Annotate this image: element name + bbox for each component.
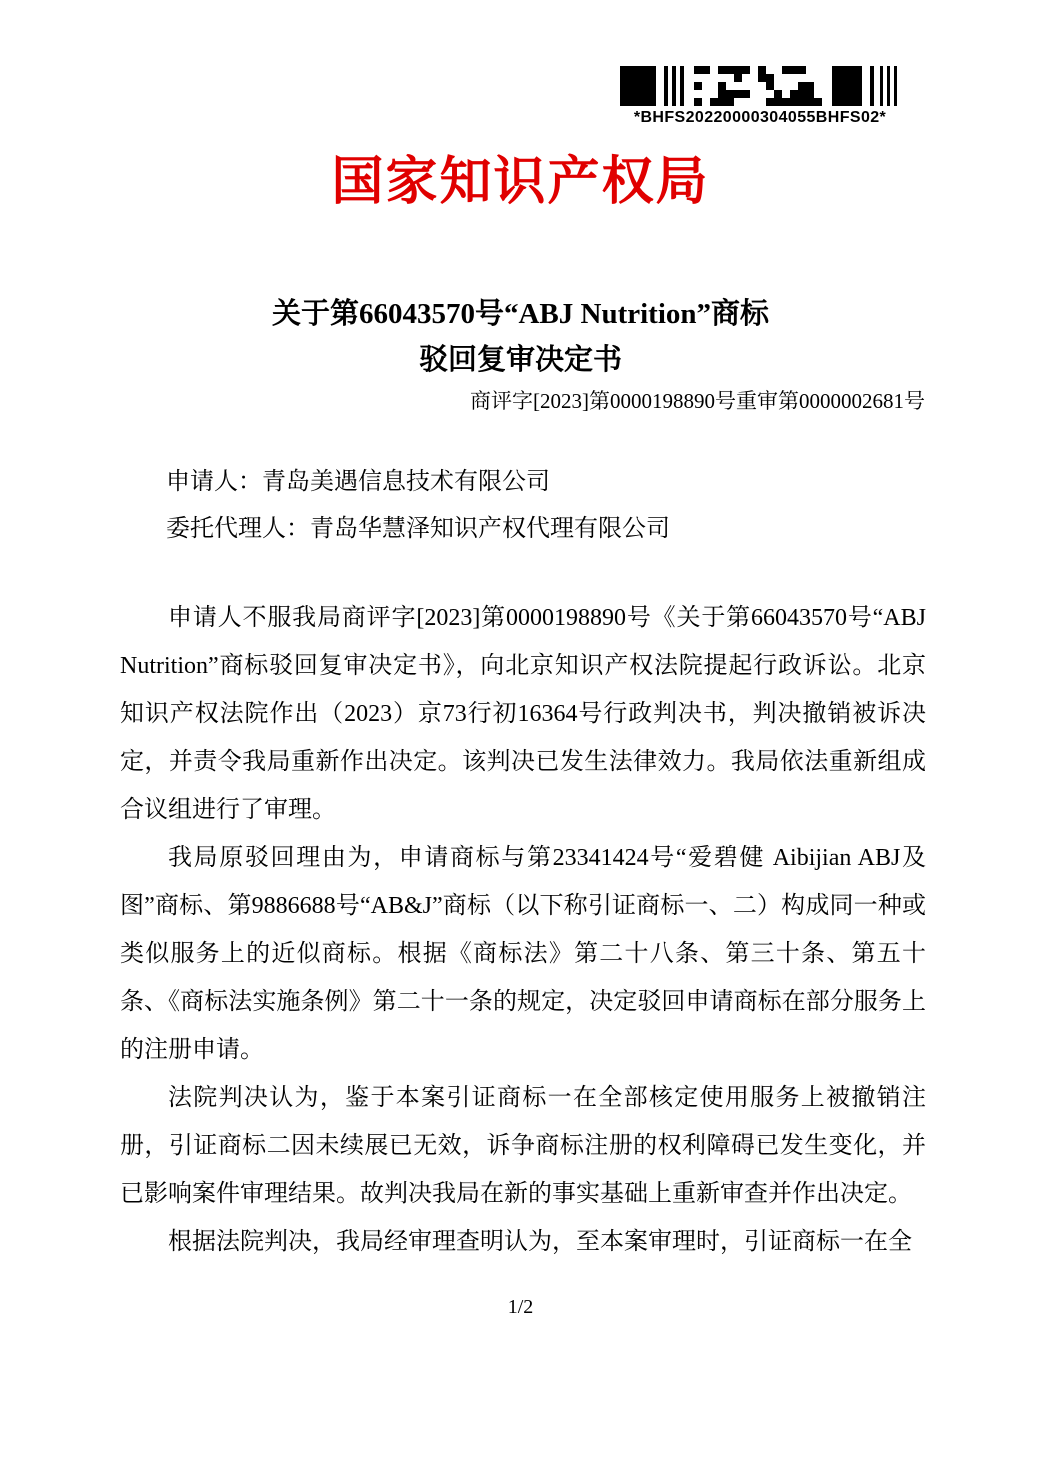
barcode-graphic [620, 66, 898, 106]
barcode-text: *BHFS20220000304055BHFS02* [633, 109, 887, 126]
body-paragraph: 根据法院判决，我局经审理查明认为，至本案审理时，引证商标一在全 [168, 1229, 912, 1255]
parties-block [120, 459, 926, 553]
barcode-block [620, 66, 900, 127]
document-title-line1: 关于第66043570号“ABJ Nutrition”商标 [271, 298, 770, 330]
applicant-line: 申请人：青岛美遇信息技术有限公司 [166, 469, 550, 495]
body-paragraph: 我局原驳回理由为，申请商标与第23341424号“爱碧健 Aibijian ABJ及图”商标、第9886688号“AB&J”商标（以下称引证商标一、二）构成同一种或类似服务上的近似商标。根据《商标法》第二十八条、第三十条、第五十条、《商标法实施条例》第二十一条的规定，决定驳回申请商标在部分服务上的注册申请。 [120, 845, 926, 1063]
agent-line: 委托代理人：青岛华慧泽知识产权代理有限公司 [166, 516, 670, 542]
agency-title: 国家知识产权局 [331, 153, 710, 211]
case-number: 商评字[2023]第0000198890号重审第0000002681号 [470, 389, 925, 413]
body-paragraph: 法院判决认为，鉴于本案引证商标一在全部核定使用服务上被撤销注册，引证商标二因未续展已无效，诉争商标注册的权利障碍已发生变化，并已影响案件审理结果。故判决我局在新的事实基础上重新审查并作出决定。 [120, 1085, 926, 1207]
document-title [0, 291, 1041, 383]
document-title-line2: 驳回复审决定书 [418, 344, 622, 376]
body-paragraph: 申请人不服我局商评字[2023]第0000198890号《关于第66043570号“ABJ Nutrition”商标驳回复审决定书》，向北京知识产权法院提起行政诉讼。北京知识产权法院作出（2023）京73行初16364号行政判决书，判决撤销被诉决定，并责令我局重新作出决定。该判决已发生法律效力。我局依法重新组成合议组进行了审理。 [120, 605, 926, 823]
page-number: 1/2 [507, 1296, 534, 1318]
document-body [120, 594, 926, 1266]
